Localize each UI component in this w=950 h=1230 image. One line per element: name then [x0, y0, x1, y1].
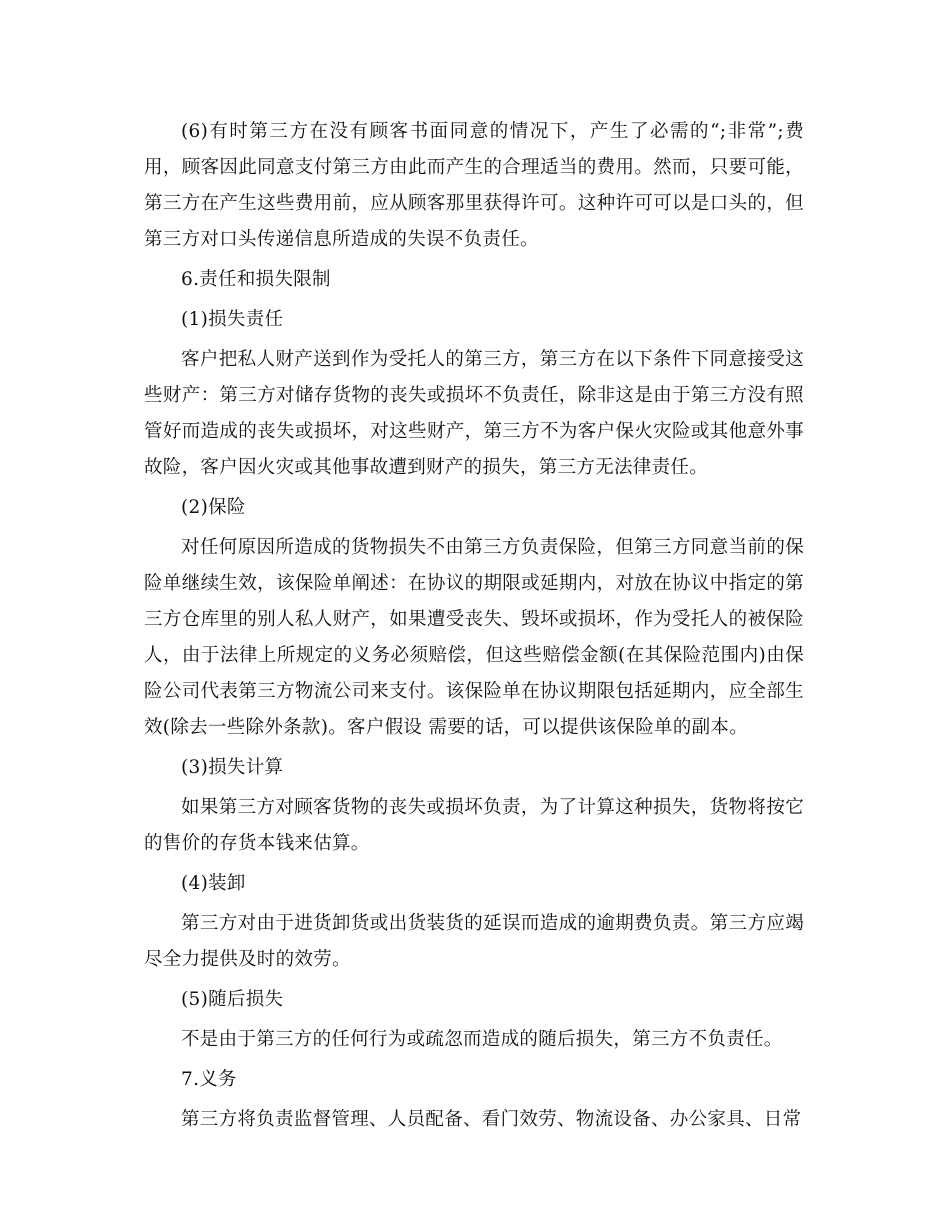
clause-6-5-heading: (5)随后损失 [181, 989, 284, 1010]
clause-6-2-heading: (2)保险 [181, 497, 246, 518]
clause-6-4-text: 第三方对由于进货卸货或出货装货的延误而造成的逾期费负责。第三方应竭尽全力提供及时的效劳。 [144, 913, 804, 970]
document-body [144, 114, 804, 1142]
clause-5-6-text: (6)有时第三方在没有顾客书面同意的情况下，产生了必需的“;非常”;费用，顾客因此同意支付第三方由此而产生的合理适当的费用。然而，只要可能，第三方在产生这些费用前，应从顾客那里获得许可。这种许可可以是口头的，但第三方对口头传递信息所造成的失误不负责任。 [144, 121, 804, 250]
clause-6-5-text: 不是由于第三方的任何行为或疏忽而造成的随后损失，第三方不负责任。 [181, 1029, 783, 1050]
section-6-heading: 6.责任和损失限制 [181, 269, 331, 290]
section-7-heading: 7.义务 [181, 1069, 237, 1090]
clause-6-1-heading: (1)损失责任 [181, 309, 284, 330]
clause-6-3-text: 如果第三方对顾客货物的丧失或损坏负责，为了计算这种损失，货物将按它的售价的存货本钱来估算。 [144, 797, 804, 854]
clause-6-4-heading: (4)装卸 [181, 873, 246, 894]
clause-6-1-text: 客户把私人财产送到作为受托人的第三方，第三方在以下条件下同意接受这些财产：第三方对储存货物的丧失或损坏不负责任，除非这是由于第三方没有照管好而造成的丧失或损坏，对这些财产，第三方不为客户保火灾险或其他意外事故险，客户因火灾或其他事故遭到财产的损失，第三方无法律责任。 [144, 349, 804, 478]
section-7-text: 第三方将负责监督管理、人员配备、看门效劳、物流设备、办公家具、日常 [181, 1109, 802, 1130]
clause-6-3-heading: (3)损失计算 [181, 757, 284, 778]
clause-6-2-text: 对任何原因所造成的货物损失不由第三方负责保险，但第三方同意当前的保险单继续生效，该保险单阐述：在协议的期限或延期内，对放在协议中指定的第三方仓库里的别人私人财产，如果遭受丧失、毁坏或损坏，作为受托人的被保险人，由于法律上所规定的义务必须赔偿，但这些赔偿金额(在其保险范围内)由保险公司代表第三方物流公司来支付。该保险单在协议期限包括延期内，应全部生效(除去一些除外条款)。客户假设 需要的话，可以提供该保险单的副本。 [144, 537, 804, 738]
